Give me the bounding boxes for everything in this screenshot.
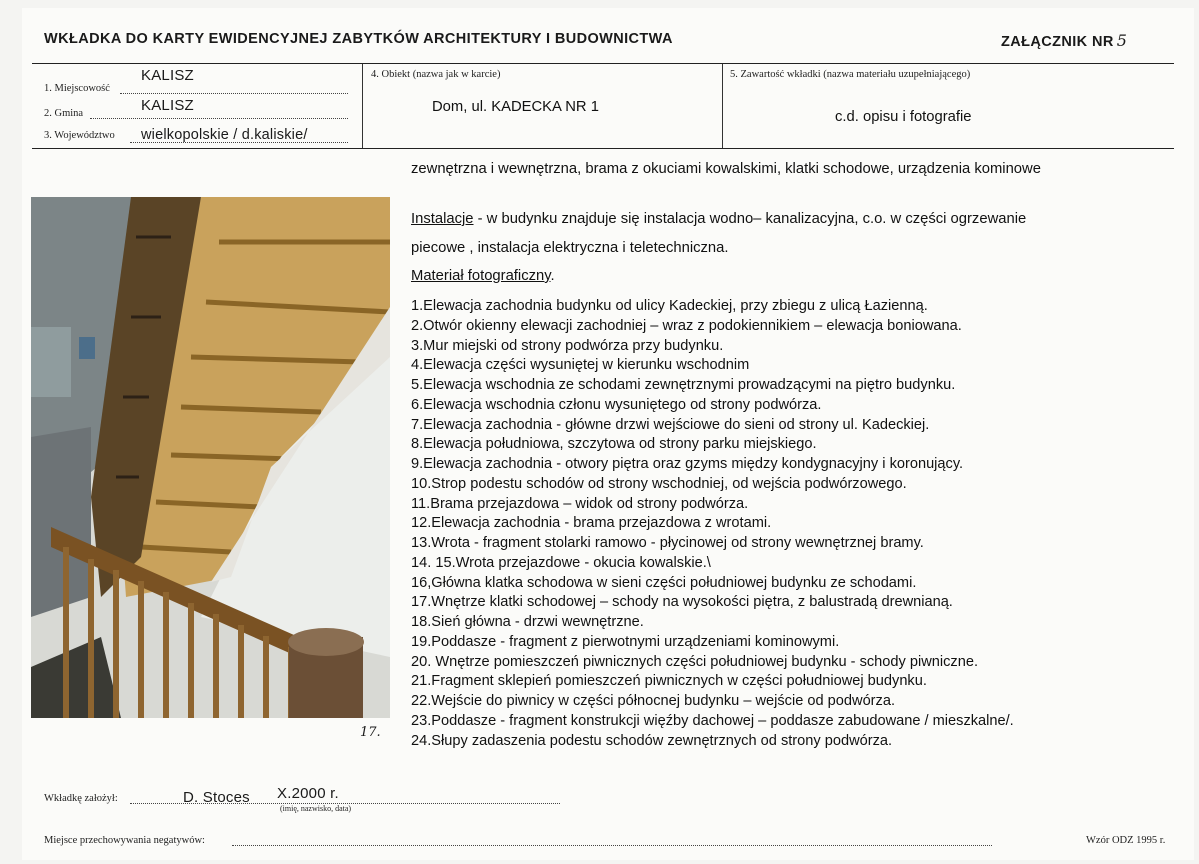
photo-list-item: 13.Wrota - fragment stolarki ramowo - płycinowej od strony wewnętrznej bramy. (411, 535, 924, 551)
photo-list-item: 4.Elewacja części wysuniętej w kierunku wschodnim (411, 357, 750, 374)
photo-list-item: 17.Wnętrze klatki schodowej – schody na wysokości piętra, z balustradą drewnianą. (411, 594, 953, 611)
description-continuation: zewnętrzna i wewnętrzna, brama z okuciami kowalskimi, klatki schodowe, urządzenia kominowe (411, 161, 1041, 177)
photo-list-item: 7.Elewacja zachodnia - główne drzwi wejściowe do sieni od strony ul. Kadeckiej. (411, 416, 930, 433)
photo-list-item: 23.Poddasze - fragment konstrukcji więźby dachowej – poddasze zabudowane / mieszkalne/. (411, 712, 1014, 729)
instalacje-text-1: - w budynku znajduje się instalacja wodno– kanalizacyjna, c.o. w części ogrzewanie (473, 211, 1027, 227)
photo-list-item: 10.Strop podestu schodów od strony wschodniej, od wejścia podwórzowego. (411, 475, 907, 492)
gmina-value: KALISZ (141, 97, 194, 114)
document-title: WKŁADKA DO KARTY EWIDENCYJNEJ ZABYTKÓW ARCHITEKTURY I BUDOWNICTWA (44, 31, 673, 47)
instalacje-line-2: piecowe , instalacja elektryczna i teletechniczna. (411, 240, 729, 256)
attachment-label: ZAŁĄCZNIK NR (1001, 34, 1114, 50)
gmina-label: 2. Gmina (44, 108, 84, 119)
material-heading: Materiał fotograficzny (411, 268, 551, 284)
zawartosc-label: 5. Zawartość wkładki (nazwa materiału uzupełniającego) (730, 69, 971, 80)
field-divider-1 (362, 64, 363, 148)
photo-list-item: 3.Mur miejski od strony podwórza przy budynku. (411, 337, 724, 354)
photo-list-item: 2.Otwór okienny elewacji zachodniej – wraz z podokiennikiem – elewacja boniowana. (411, 317, 962, 334)
photo-number: 17. (360, 725, 381, 740)
form-pattern: Wzór ODZ 1995 r. (1086, 835, 1166, 846)
material-heading-line (411, 268, 555, 284)
staircase-photo (31, 197, 390, 718)
obiekt-value: Dom, ul. KADECKA NR 1 (432, 99, 599, 115)
miejscowosc-label: 1. Miejscowość (44, 83, 110, 94)
photo-list-item: 20. Wnętrze pomieszczeń piwnicznych części południowej budynku - schody piwniczne. (411, 653, 978, 670)
photo-list-item: 24.Słupy zadaszenia podestu schodów zewnętrznych od strony podwórza. (411, 732, 893, 749)
photo-list-item: 5.Elewacja wschodnia ze schodami zewnętrznymi prowadzącymi na piętro budynku. (411, 377, 956, 393)
miejscowosc-value: KALISZ (141, 67, 194, 84)
photo-list-item: 19.Poddasze - fragment z pierwotnymi urządzeniami kominowymi. (411, 633, 840, 650)
zalozyl-date: X.2000 r. (277, 785, 339, 802)
top-rule (32, 63, 1174, 64)
attachment-number (1001, 31, 1127, 50)
photo-list-item: 16,Główna klatka schodowa w sieni części południowej budynku ze schodami. (411, 574, 917, 591)
wojewodztwo-label: 3. Województwo (44, 130, 115, 141)
photo-list-item: 22.Wejście do piwnicy w części północnej budynku – wejście od podwórza. (411, 693, 896, 709)
attachment-number-value: 5 (1116, 31, 1128, 50)
material-heading-end: . (550, 268, 555, 284)
photo-list-item: 8.Elewacja południowa, szczytowa od strony parku miejskiego. (411, 436, 817, 453)
negatywy-dots (232, 845, 992, 846)
miejscowosc-dots (120, 93, 348, 94)
fields-bottom-rule (32, 148, 1174, 149)
zalozyl-hint: (imię, nazwisko, data) (280, 804, 352, 813)
photo-list-item: 12.Elewacja zachodnia - brama przejazdowa z wrotami. (411, 515, 772, 532)
gmina-dots (90, 118, 348, 119)
photo-list-item: 11.Brama przejazdowa – widok od strony podwórza. (411, 495, 749, 512)
field-divider-2 (722, 64, 723, 148)
wojewodztwo-value: wielkopolskie / d.kaliskie/ (141, 127, 308, 143)
photo-list-item: 1.Elewacja zachodnia budynku od ulicy Kadeckiej, przy zbiegu z ulicą Łazienną. (411, 298, 928, 314)
zawartosc-value: c.d. opisu i fotografie (835, 109, 972, 125)
instalacje-line-1 (411, 211, 1026, 227)
photo-list-item: 9.Elewacja zachodnia - otwory piętra oraz gzyms między kondygnacyjny i koronujący. (411, 456, 964, 472)
instalacje-heading: Instalacje (411, 211, 474, 227)
photo-list-item: 6.Elewacja wschodnia członu wysuniętego od strony podwórza. (411, 396, 822, 413)
zalozyl-label: Wkładkę założył: (44, 793, 118, 804)
photo-list (411, 297, 1014, 751)
photo-list-item: 18.Sień główna - drzwi wewnętrzne. (411, 614, 644, 630)
obiekt-label: 4. Obiekt (nazwa jak w karcie) (371, 69, 501, 80)
zalozyl-name: D. Stoces (183, 789, 250, 806)
negatywy-label: Miejsce przechowywania negatywów: (44, 835, 205, 846)
photo-list-item: 14. 15.Wrota przejazdowe - okucia kowalskie.\ (411, 554, 711, 571)
photo-list-item: 21.Fragment sklepień pomieszczeń piwnicznych w części południowej budynku. (411, 673, 927, 690)
